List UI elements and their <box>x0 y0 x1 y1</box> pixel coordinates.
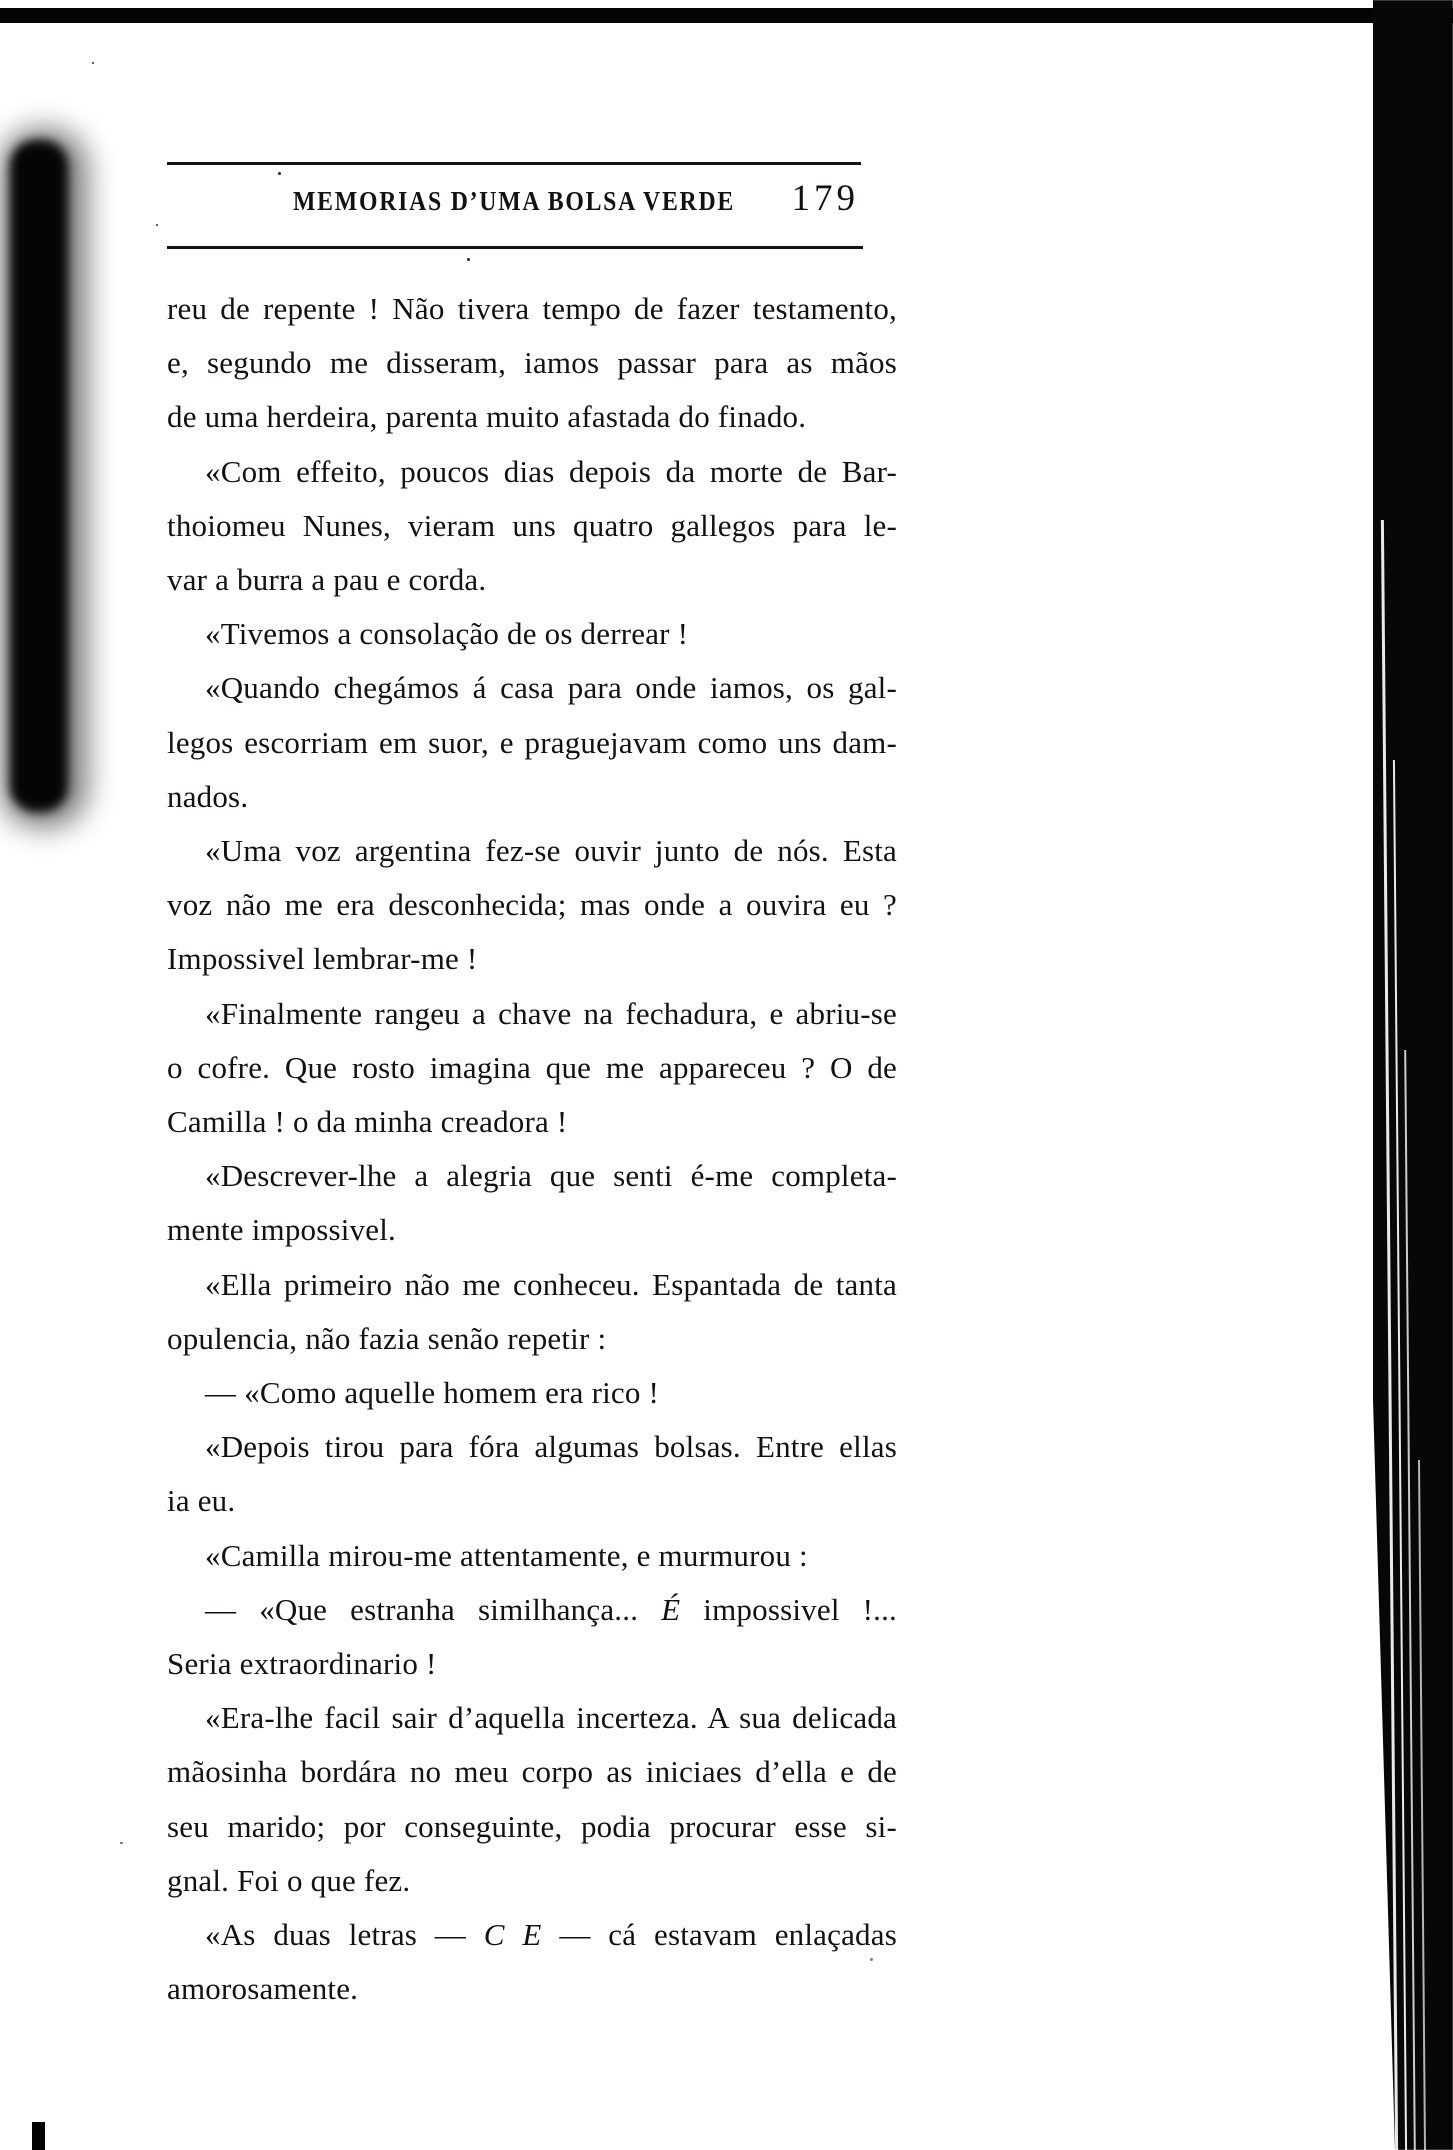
paragraph <box>167 824 897 987</box>
paragraph <box>167 661 897 824</box>
text-line: mente impossivel. <box>167 1212 396 1248</box>
paragraph <box>167 1691 897 1908</box>
paragraph <box>167 1149 897 1257</box>
text-line: Seria extraordinario ! <box>167 1646 437 1682</box>
text-line: «Camilla mirou-me attentamente, e murmurou : <box>205 1537 808 1573</box>
text-line: ia eu. <box>167 1483 236 1519</box>
body-text <box>167 282 897 2017</box>
paragraph <box>167 987 897 1150</box>
text-line: thoiomeu Nunes, vieram uns quatro gallegos para le- <box>167 507 897 543</box>
text-line <box>167 1583 897 1637</box>
text-line: — «Como aquelle homem era rico ! <box>205 1375 660 1411</box>
text-line: gnal. Foi o que fez. <box>167 1862 411 1898</box>
text-line: opulencia, não fazia senão repetir : <box>167 1320 607 1356</box>
paragraph <box>167 1258 897 1366</box>
text-segment: impossivel !... <box>680 1591 897 1627</box>
text-line: mãosinha bordára no meu corpo as iniciaes d’ella e de <box>167 1754 897 1790</box>
text-line <box>167 1908 897 1962</box>
scan-speck <box>120 1842 123 1844</box>
text-line: seu marido; por conseguinte, podia procurar esse si- <box>167 1808 897 1844</box>
text-line: reu de repente ! Não tivera tempo de fazer testamento, <box>167 291 897 326</box>
text-line: «Depois tirou para fóra algumas bolsas. Entre ellas <box>205 1429 897 1465</box>
text-line: Impossivel lembrar-me ! <box>167 941 478 977</box>
header-rule-bottom <box>167 246 863 249</box>
scan-speck <box>156 224 158 226</box>
text-segment: — cá estavam enlaçadas <box>541 1917 897 1953</box>
paragraph <box>167 445 897 608</box>
text-line: de uma herdeira, parenta muito afastada do finado. <box>167 399 807 435</box>
text-line: «Quando chegámos á casa para onde iamos, os gal- <box>205 670 897 706</box>
text-line: amorosamente. <box>167 1971 359 2007</box>
text-line: voz não me era desconhecida; mas onde a ouvira eu ? <box>167 887 897 923</box>
scan-smudge <box>10 140 68 812</box>
scan-edge-bar-top <box>0 8 1453 23</box>
scan-speck <box>92 62 94 64</box>
text-line: «Era-lhe facil sair d’aquella incerteza. A sua delicada <box>205 1700 897 1736</box>
text-line: legos escorriam em suor, e praguejavam como uns dam- <box>167 724 897 760</box>
text-segment: — «Que estranha similhança... <box>205 1591 662 1627</box>
text-line: «Uma voz argentina fez-se ouvir junto de nós. Esta <box>205 833 897 869</box>
running-head-title: MEMORIAS D’UMA BOLSA VERDE <box>292 186 736 216</box>
paragraph <box>167 1583 897 1691</box>
text-line: o cofre. Que rosto imagina que me appareceu ? O de <box>167 1049 897 1085</box>
italic-text: C E <box>483 1917 542 1953</box>
paragraph <box>167 1366 897 1420</box>
scan-mark-bottom-left <box>32 2122 45 2150</box>
paragraph <box>167 1908 897 2016</box>
text-line: Camilla ! o da minha creadora ! <box>167 1104 568 1140</box>
text-line: var a burra a pau e corda. <box>167 562 487 598</box>
scan-speck <box>278 172 281 175</box>
text-line: nados. <box>167 778 249 814</box>
paragraph <box>167 282 897 445</box>
paragraph <box>167 1529 897 1583</box>
text-line: «Tivemos a consolação de os derrear ! <box>205 616 689 652</box>
header-rule-top <box>167 162 861 165</box>
scan-speck <box>467 258 470 261</box>
text-line: e, segundo me disseram, iamos passar para as mãos <box>167 345 897 381</box>
text-line: «Descrever-lhe a alegria que senti é-me completa- <box>205 1158 897 1194</box>
page-number: 179 <box>791 178 859 219</box>
paragraph <box>167 607 897 661</box>
text-line: «Com effeito, poucos dias depois da morte de Bar- <box>205 453 897 489</box>
text-segment: «As duas letras — <box>205 1917 484 1953</box>
italic-text: É <box>661 1591 681 1627</box>
text-line: «Finalmente rangeu a chave na fechadura, e abriu-se <box>205 995 897 1031</box>
text-line: «Ella primeiro não me conheceu. Espantada de tanta <box>205 1266 897 1302</box>
paragraph <box>167 1420 897 1528</box>
